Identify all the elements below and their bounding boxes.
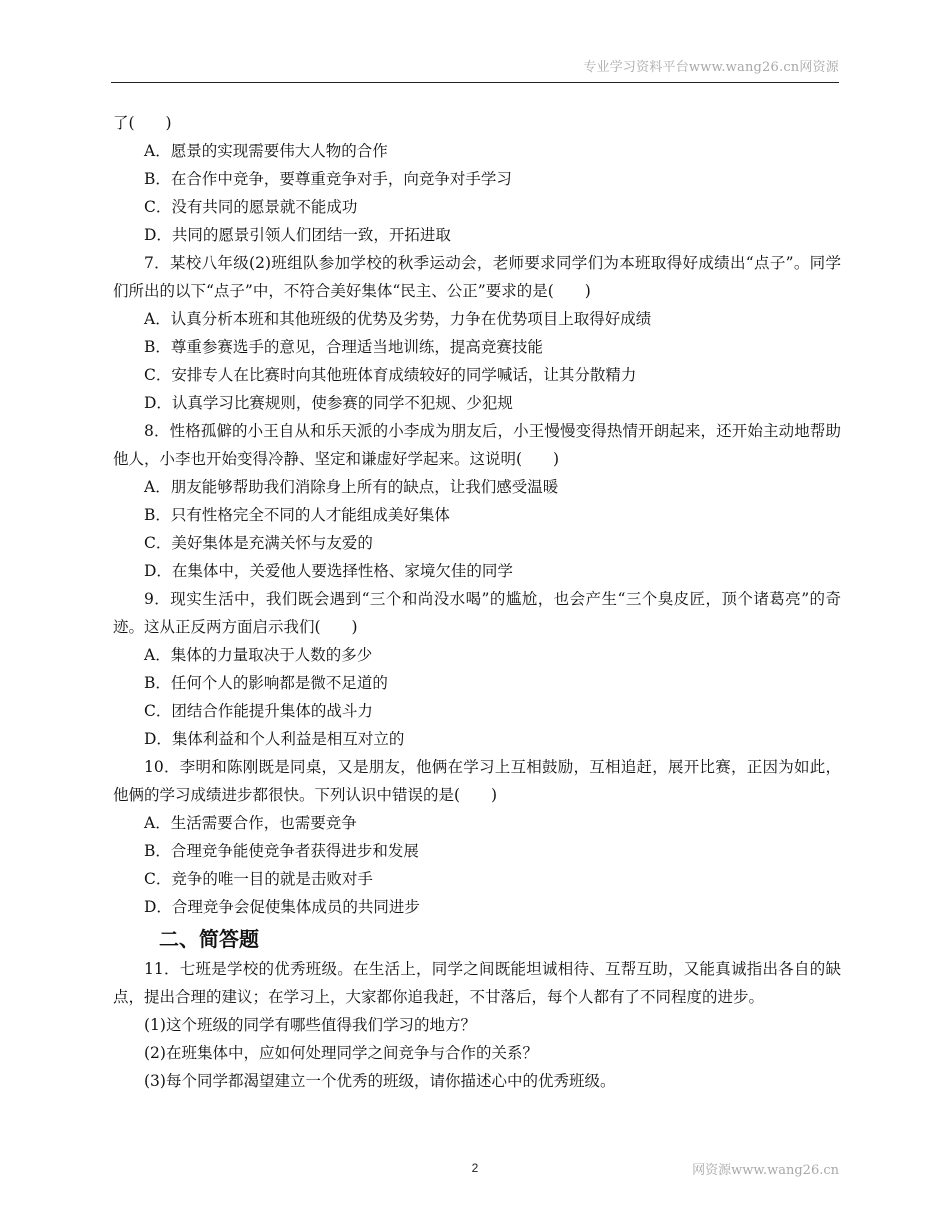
q7-option-b: B．尊重参赛选手的意见，合理适当地训练，提高竞赛技能	[144, 338, 543, 356]
q7-stem: 7．某校八年级(2)班组队参加学校的秋季运动会，老师要求同学们为本班取得好成绩出“点子”。同学们所出的以下“点子”中，不符合美好集体“民主、公正”要求的是( )	[113, 254, 841, 300]
q6-option-c: C．没有共同的愿景就不能成功	[144, 198, 358, 216]
q11-stem: 11．七班是学校的优秀班级。在生活上，同学之间既能坦诚相待、互帮互助，又能真诚指出各自的缺点，提出合理的建议；在学习上，大家都你追我赶，不甘落后，每个人都有了不同程度的进步。	[113, 960, 841, 1006]
q10-option-c: C．竞争的唯一目的就是击败对手	[144, 870, 373, 888]
q8-option-b: B．只有性格完全不同的人才能组成美好集体	[144, 506, 450, 524]
q7-option-d: D．认真学习比赛规则，使参赛的同学不犯规、少犯规	[144, 394, 513, 412]
q9-option-a: A．集体的力量取决于人数的多少	[144, 646, 373, 664]
q6-option-a: A．愿景的实现需要伟大人物的合作	[144, 142, 388, 160]
footer-watermark: 网资源www.wang26.cn	[692, 1163, 839, 1178]
q9-option-b: B．任何个人的影响都是微不足道的	[144, 674, 388, 692]
q9-option-d: D．集体利益和个人利益是相互对立的	[144, 730, 405, 748]
header-divider	[111, 82, 839, 83]
q9-option-c: C．团结合作能提升集体的战斗力	[144, 702, 373, 720]
document-body	[113, 109, 841, 1095]
q8-option-a: A．朋友能够帮助我们消除身上所有的缺点，让我们感受温暖	[144, 478, 559, 496]
page-number: 2	[471, 1161, 479, 1175]
q10-option-a: A．生活需要合作，也需要竞争	[144, 814, 357, 832]
q10-stem: 10．李明和陈刚既是同桌，又是朋友，他俩在学习上互相鼓励，互相追赶，展开比赛，正因为如此，他俩的学习成绩进步都很快。下列认识中错误的是( )	[113, 758, 841, 804]
q11-sub-2: (2)在班集体中，应如何处理同学之间竞争与合作的关系？	[144, 1044, 538, 1062]
q9-stem: 9．现实生活中，我们既会遇到“三个和尚没水喝”的尴尬，也会产生“三个臭皮匠，顶个诸葛亮”的奇迹。这从正反两方面启示我们( )	[113, 590, 841, 636]
q10-option-b: B．合理竞争能使竞争者获得进步和发展	[144, 842, 419, 860]
q11-sub-1: (1)这个班级的同学有哪些值得我们学习的地方？	[144, 1016, 476, 1034]
q8-option-c: C．美好集体是充满关怀与友爱的	[144, 534, 373, 552]
q10-option-d: D．合理竞争会促使集体成员的共同进步	[144, 898, 420, 916]
q11-sub-3: (3)每个同学都渴望建立一个优秀的班级，请你描述心中的优秀班级。	[144, 1072, 616, 1090]
q6-option-d: D．共同的愿景引领人们团结一致，开拓进取	[144, 226, 451, 244]
q6-option-b: B．在合作中竞争，要尊重竞争对手，向竞争对手学习	[144, 170, 512, 188]
q7-option-c: C．安排专人在比赛时向其他班体育成绩较好的同学喊话，让其分散精力	[144, 366, 637, 384]
header-watermark: 专业学习资料平台www.wang26.cn网资源	[583, 60, 839, 75]
q8-stem: 8．性格孤僻的小王自从和乐天派的小李成为朋友后，小王慢慢变得热情开朗起来，还开始主动地帮助他人，小李也开始变得冷静、坚定和谦虚好学起来。这说明( )	[113, 422, 841, 468]
section-title-short-answer: 二、简答题	[159, 927, 259, 951]
q8-option-d: D．在集体中，关爱他人要选择性格、家境欠佳的同学	[144, 562, 513, 580]
q6-stem-end: 了( )	[113, 114, 172, 132]
q7-option-a: A．认真分析本班和其他班级的优势及劣势，力争在优势项目上取得好成绩	[144, 310, 652, 328]
